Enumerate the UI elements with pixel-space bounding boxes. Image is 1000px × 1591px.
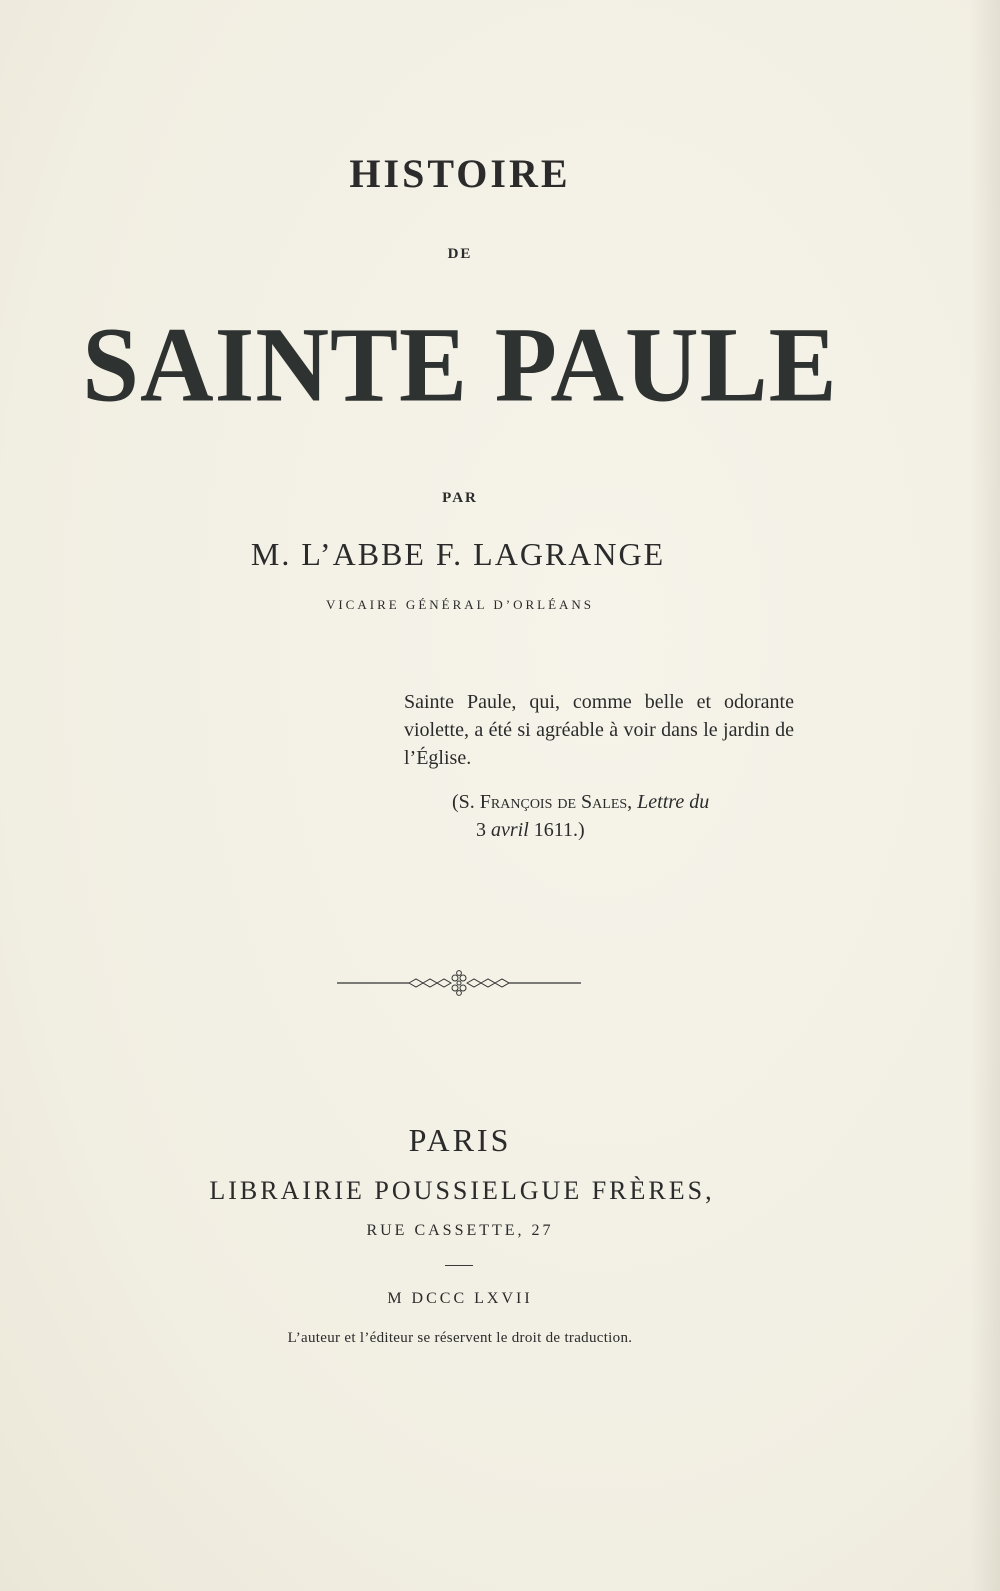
attrib-work: Lettre du — [637, 791, 710, 813]
title-de: DE — [447, 246, 473, 262]
ornament-divider-icon — [337, 969, 581, 997]
page-edge-shadow — [970, 0, 1000, 1591]
title-histoire: HISTOIRE — [349, 151, 571, 196]
attrib-date-month: avril — [491, 819, 529, 841]
attrib-open: (S. — [452, 791, 480, 813]
title-sainte-paule: SAINTE PAULE — [82, 306, 838, 425]
attrib-date-day: 3 — [476, 819, 491, 841]
imprint-address: RUE CASSETTE, 27 — [366, 1222, 554, 1239]
imprint-city: PARIS — [408, 1122, 512, 1158]
attrib-date-year: 1611.) — [528, 819, 585, 841]
epigraph-quote: Sainte Paule, qui, comme belle et odorante violette, a été si agréable à voir dans le jardin de l’Église. — [404, 691, 794, 769]
imprint-year: M DCCC LXVII — [387, 1290, 533, 1307]
author-name: M. L’ABBE F. LAGRANGE — [250, 536, 666, 572]
epigraph-attribution — [452, 788, 802, 844]
imprint-publisher: LIBRAIRIE POUSSIELGUE FRÈRES, — [209, 1176, 715, 1205]
imprint-rule — [445, 1265, 473, 1266]
author-role: VICAIRE GÉNÉRAL D’ORLÉANS — [325, 597, 595, 612]
imprint-rights: L’auteur et l’éditeur se réservent le droit de traduction. — [287, 1330, 633, 1346]
attrib-sep: , — [627, 791, 638, 813]
byline-par: PAR — [442, 490, 478, 506]
attrib-author: François de Sales — [479, 791, 628, 813]
